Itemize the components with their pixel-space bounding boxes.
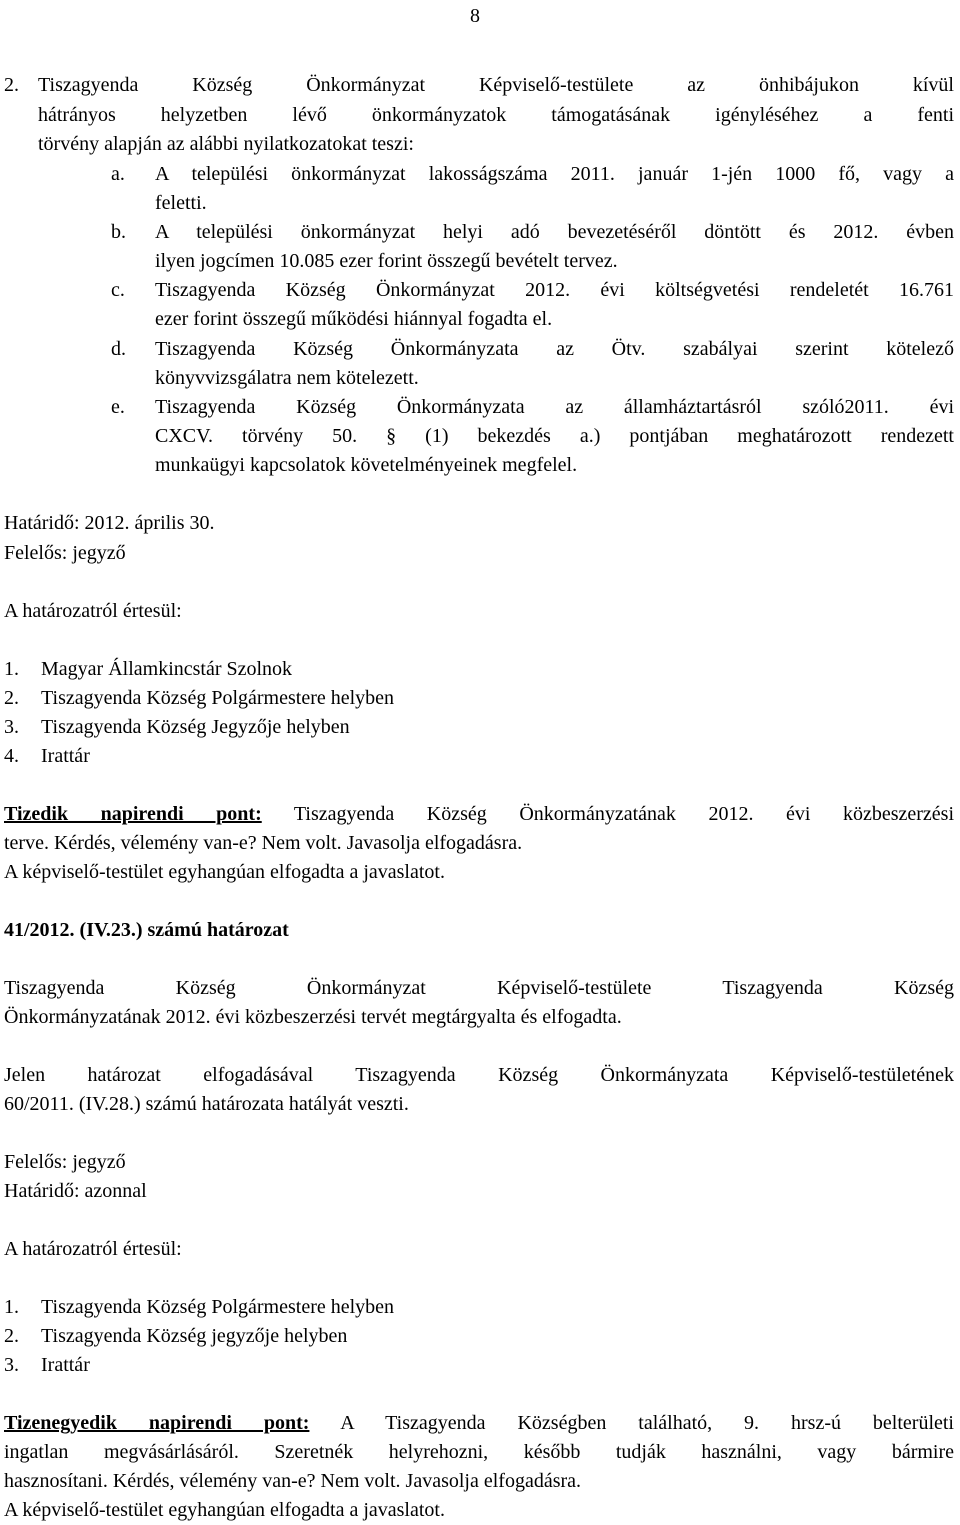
- resolution-paragraph-line: Jelen határozat elfogadásával Tiszagyenda Község Önkormányzata Képviselő-testületének: [4, 1064, 954, 1086]
- list-text: Irattár: [41, 745, 90, 767]
- subitem-line: könyvvizsgálatra nem kötelezett.: [155, 367, 419, 389]
- list-item: [4, 742, 90, 771]
- page-number: 8: [470, 5, 480, 27]
- list-number: 3.: [4, 716, 19, 738]
- list-item: [4, 713, 350, 742]
- subitem-marker: d.: [111, 338, 126, 360]
- list-number: 3.: [4, 1354, 19, 1376]
- list-number: 1.: [4, 658, 19, 680]
- subitem-line: A települési önkormányzat lakosságszáma 2011. január 1-jén 1000 fő, vagy a: [155, 163, 954, 185]
- list-text: Tiszagyenda Község Jegyzője helyben: [41, 716, 350, 738]
- subitem-line: Tiszagyenda Község Önkormányzata az Ötv. szabályai szerint kötelező: [155, 338, 954, 360]
- list-text: Tiszagyenda Község Polgármestere helyben: [41, 687, 395, 709]
- notify-heading: A határozatról értesül:: [4, 1238, 182, 1260]
- subitem-marker: b.: [111, 221, 126, 243]
- agenda-11-line: hasznosítani. Kérdés, vélemény van-e? Nem volt. Javasolja elfogadásra.: [4, 1470, 582, 1492]
- list-number: 2.: [4, 687, 19, 709]
- item-2-line: Tiszagyenda Község Önkormányzat Képviselő-testülete az önhibájukon kívül: [38, 74, 954, 96]
- agenda-10-line: [4, 800, 954, 829]
- resolution-paragraph-line: Önkormányzatának 2012. évi közbeszerzési tervét megtárgyalta és elfogadta.: [4, 1006, 622, 1028]
- subitem-marker: c.: [111, 279, 125, 301]
- list-item: [4, 1322, 347, 1351]
- resolution-paragraph-line: 60/2011. (IV.28.) számú határozata hatályát veszti.: [4, 1093, 409, 1115]
- resolution-paragraph-line: Tiszagyenda Község Önkormányzat Képviselő-testülete Tiszagyenda Község: [4, 977, 954, 999]
- subitem-line: CXCV. törvény 50. § (1) bekezdés a.) pontjában meghatározott rendezett: [155, 425, 954, 447]
- list-number: 1.: [4, 1296, 19, 1318]
- subitem-line: ezer forint összegű működési hiánnyal fogadta el.: [155, 308, 553, 330]
- agenda-11-line: A képviselő-testület egyhangúan elfogadta a javaslatot.: [4, 1499, 445, 1521]
- subitem-line: feletti.: [155, 192, 207, 214]
- agenda-10-text: Tiszagyenda Község Önkormányzatának 2012. évi közbeszerzési: [261, 803, 955, 825]
- agenda-11-label: Tizenegyedik napirendi pont:: [4, 1412, 310, 1434]
- deadline: Határidő: 2012. április 30.: [4, 512, 215, 534]
- agenda-11-line: [4, 1409, 954, 1438]
- resolution-title: 41/2012. (IV.23.) számú határozat: [4, 919, 289, 941]
- subitem-line: ilyen jogcímen 10.085 ezer forint összegű bevételt tervez.: [155, 250, 618, 272]
- item-2-number: 2.: [4, 74, 19, 96]
- list-number: 4.: [4, 745, 19, 767]
- item-2-line: törvény alapján az alábbi nyilatkozatokat teszi:: [38, 133, 414, 155]
- list-item: [4, 1293, 394, 1322]
- subitem-line: Tiszagyenda Község Önkormányzata az államháztartásról szóló2011. évi: [155, 396, 954, 418]
- deadline: Határidő: azonnal: [4, 1180, 147, 1202]
- list-text: Irattár: [41, 1354, 90, 1376]
- list-item: [4, 655, 292, 684]
- agenda-10-line: A képviselő-testület egyhangúan elfogadta a javaslatot.: [4, 861, 445, 883]
- agenda-11-line: ingatlan megvásárlásáról. Szeretnék helyrehozni, később tudják használni, vagy bármire: [4, 1441, 954, 1463]
- subitem-line: Tiszagyenda Község Önkormányzat 2012. évi költségvetési rendeletét 16.761: [155, 279, 954, 301]
- subitem-marker: a.: [111, 163, 125, 185]
- list-item: [4, 1351, 90, 1380]
- list-text: Tiszagyenda Község Polgármestere helyben: [41, 1296, 395, 1318]
- responsible: Felelős: jegyző: [4, 1151, 126, 1173]
- list-item: [4, 684, 394, 713]
- notify-heading: A határozatról értesül:: [4, 600, 182, 622]
- agenda-11-text: A Tiszagyenda Községben található, 9. hrsz-ú belterületi: [309, 1412, 954, 1434]
- list-text: Magyar Államkincstár Szolnok: [41, 658, 293, 680]
- subitem-marker: e.: [111, 396, 125, 418]
- subitem-line: munkaügyi kapcsolatok követelményeinek megfelel.: [155, 454, 578, 476]
- list-text: Tiszagyenda Község jegyzője helyben: [41, 1325, 348, 1347]
- item-2-line: hátrányos helyzetben lévő önkormányzatok támogatásának igényléséhez a fenti: [38, 104, 954, 126]
- list-number: 2.: [4, 1325, 19, 1347]
- agenda-10-line: terve. Kérdés, vélemény van-e? Nem volt. Javasolja elfogadásra.: [4, 832, 523, 854]
- responsible: Felelős: jegyző: [4, 542, 126, 564]
- subitem-line: A települési önkormányzat helyi adó bevezetéséről döntött és 2012. évben: [155, 221, 954, 243]
- agenda-10-label: Tizedik napirendi pont:: [4, 803, 262, 825]
